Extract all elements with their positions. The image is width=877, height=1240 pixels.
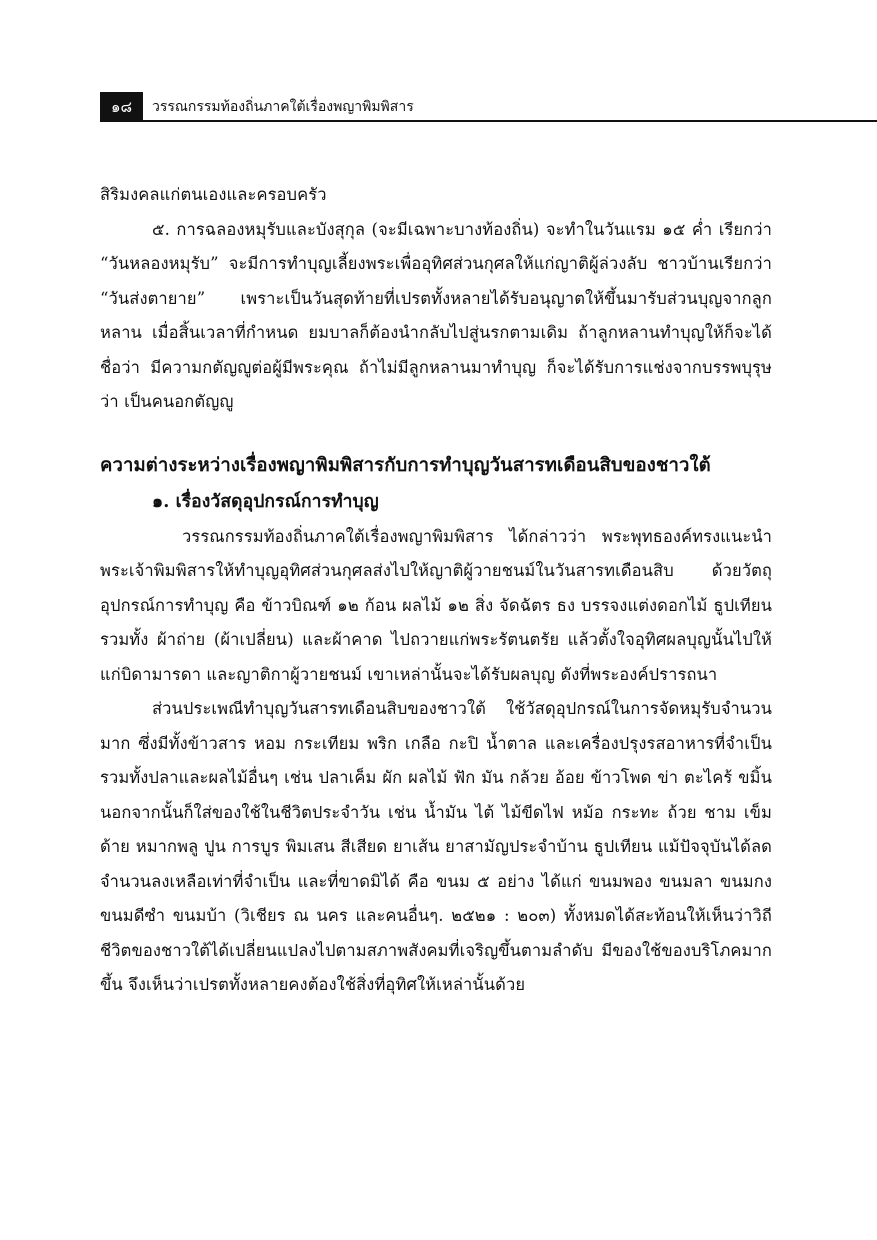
paragraph-southern-tradition: ส่วนประเพณีทำบุญวันสารทเดือนสิบของชาวใต้ ใช้วัสดุอุปกรณ์ในการจัดหมุรับจำนวนมาก ซึ่งมีทั้งข้าวสาร หอม กระเทียม พริก เกลือ กะปิ น้ำตาล และเครื่องปรุงรสอาหารที่จำเป็น รวมทั้งปลาและผลไม้อื่นๆ เช่น ปลาเค็ม ผัก ผลไม้ ฟัก มัน กล้วย อ้อย ข้าวโพด ข่า ตะไคร้ ขมิ้น นอกจากนั้นก็ใส่ของใช้ในชีวิตประจำวัน เช่น น้ำมัน ไต้ ไม้ขีดไฟ หม้อ กระทะ ถ้วย ชาม เข็ม ด้าย หมากพลู ปูน การบูร พิมเสน สีเสียด ยาเส้น ยาสามัญประจำบ้าน ธูปเทียน แม้ปัจจุบันได้ลดจำนวนลงเหลือเท่าที่จำเป็น และที่ขาดมิได้ คือ ขนม ๕ อย่าง ได้แก่ ขนมพอง ขนมลา ขนมกง ขนมดีซำ ขนมบ้า (วิเชียร ณ นคร และคนอื่นๆ. ๒๕๒๑ : ๒๐๓) ทั้งหมดได้สะท้อนให้เห็นว่าวิถีชีวิตของชาวใต้ได้เปลี่ยนแปลงไปตามสภาพสังคมที่เจริญขึ้นตามลำดับ มีของใช้ของบริโภคมากขึ้น จึงเห็นว่าเปรตทั้งหลายคงต้องใช้สิ่งที่อุทิศให้เหล่านั้นด้วย (100, 699, 772, 994)
paragraph-continuation: สิริมงคลแก่ตนเองและครอบครัว (100, 185, 327, 204)
running-title: วรรณกรรมท้องถิ่นภาคใต้เรื่องพญาพิมพิสาร (152, 99, 414, 115)
header-rule (100, 120, 877, 122)
section-heading: ความต่างระหว่างเรื่องพญาพิมพิสารกับการทำบุญวันสารทเดือนสิบของชาวใต้ (100, 454, 711, 476)
paragraph-bimbisara: วรรณกรรมท้องถิ่นภาคใต้เรื่องพญาพิมพิสาร ได้กล่าวว่า พระพุทธองค์ทรงแนะนำ พระเจ้าพิมพิสารให้ทำบุญอุทิศส่วนกุศลส่งไปให้ญาติผู้วายชนม์ในวันสารทเดือนสิบ ด้วยวัตถุอุปกรณ์การทำบุญ คือ ข้าวบิณฑ์ ๑๒ ก้อน ผลไม้ ๑๒ สิ่ง จัดฉัตร ธง บรรจงแต่งดอกไม้ ธูปเทียนรวมทั้ง ผ้าถ่าย (ผ้าเปลี่ยน) และผ้าคาด ไปถวายแก่พระรัตนตรัย แล้วตั้งใจอุทิศผลบุญนั้นไปให้แก่บิดามารดา และญาติกาผู้วายชนม์ เขาเหล่านั้นจะได้รับผลบุญ ดังที่พระองค์ปรารถนา (100, 526, 772, 684)
subsection-heading: ๑. เรื่องวัสดุอุปกรณ์การทำบุญ (152, 491, 379, 512)
page-number: ๑๘ (100, 92, 143, 122)
page-header (100, 92, 877, 122)
page-body (100, 178, 772, 1003)
paragraph-item-5: ๕. การฉลองหมุรับและบังสุกุล (จะมีเฉพาะบางท้องถิ่น) จะทำในวันแรม ๑๕ ค่ำ เรียกว่า “วันหลองหมุรับ” จะมีการทำบุญเลี้ยงพระเพื่ออุทิศส่วนกุศลให้แก่ญาติผู้ล่วงลับ ชาวบ้านเรียกว่า “วันส่งตายาย” เพราะเป็นวันสุดท้ายที่เปรตทั้งหลายได้รับอนุญาตให้ขึ้นมารับส่วนบุญจากลูกหลาน เมื่อสิ้นเวลาที่กำหนด ยมบาลก็ต้องนำกลับไปสู่นรกตามเดิม ถ้าลูกหลานทำบุญให้ก็จะได้ชื่อว่า มีความกตัญญูต่อผู้มีพระคุณ ถ้าไม่มีลูกหลานมาทำบุญ ก็จะได้รับการแช่งจากบรรพบุรุษว่า เป็นคนอกตัญญู (100, 219, 772, 411)
